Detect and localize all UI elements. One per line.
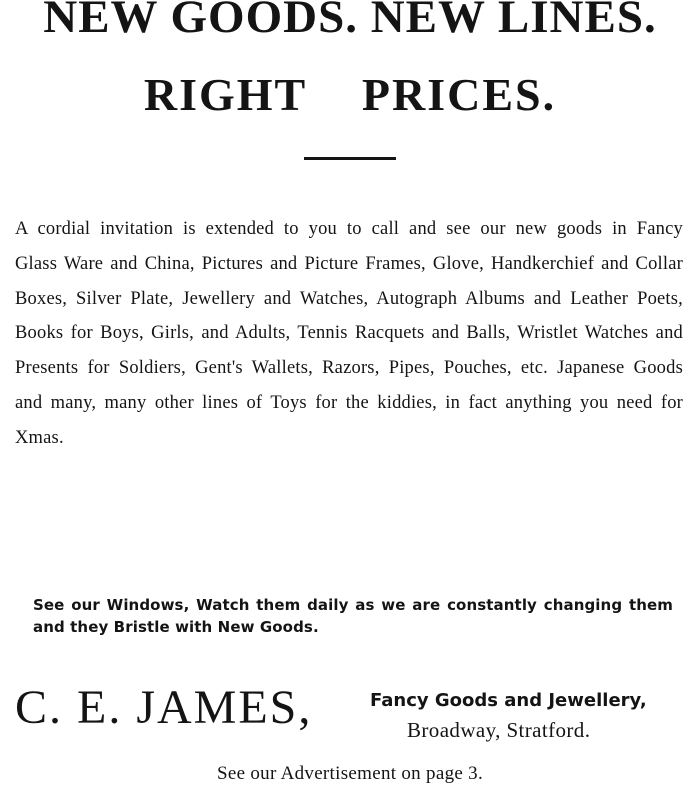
merchant-description: Fancy Goods and Jewellery, (370, 690, 647, 711)
advertisement-reference: See our Advertisement on page 3. (216, 763, 484, 784)
headline-new-goods: NEW GOODS. NEW LINES. (43, 0, 657, 43)
windows-notice: See our Windows, Watch them daily as we are constantly changing them and they Bristle with New Goods. (33, 596, 673, 636)
merchant-name: C. E. JAMES, (15, 681, 313, 734)
divider-rule (304, 157, 396, 160)
invitation-paragraph: A cordial invitation is extended to you to call and see our new goods in Fancy Glass Ware and China, Pictures and Picture Frames, Glove, Handkerchief and Collar Boxes, Silver Plate, Jewellery and Watches, Autograph Albums and Leather Poets, Books for Boys, Girls, and Adults, Tennis Racquets and Balls, Wristlet Watches and Presents for Soldiers, Gent's Wallets, Razors, Pipes, Pouches, etc. Japanese Goods and many, many other lines of Toys for the kiddies, in fact anything you need for Xmas. (15, 219, 683, 448)
merchant-address: Broadway, Stratford. (407, 718, 591, 742)
headline-right-prices: RIGHT PRICES. (143, 69, 557, 120)
